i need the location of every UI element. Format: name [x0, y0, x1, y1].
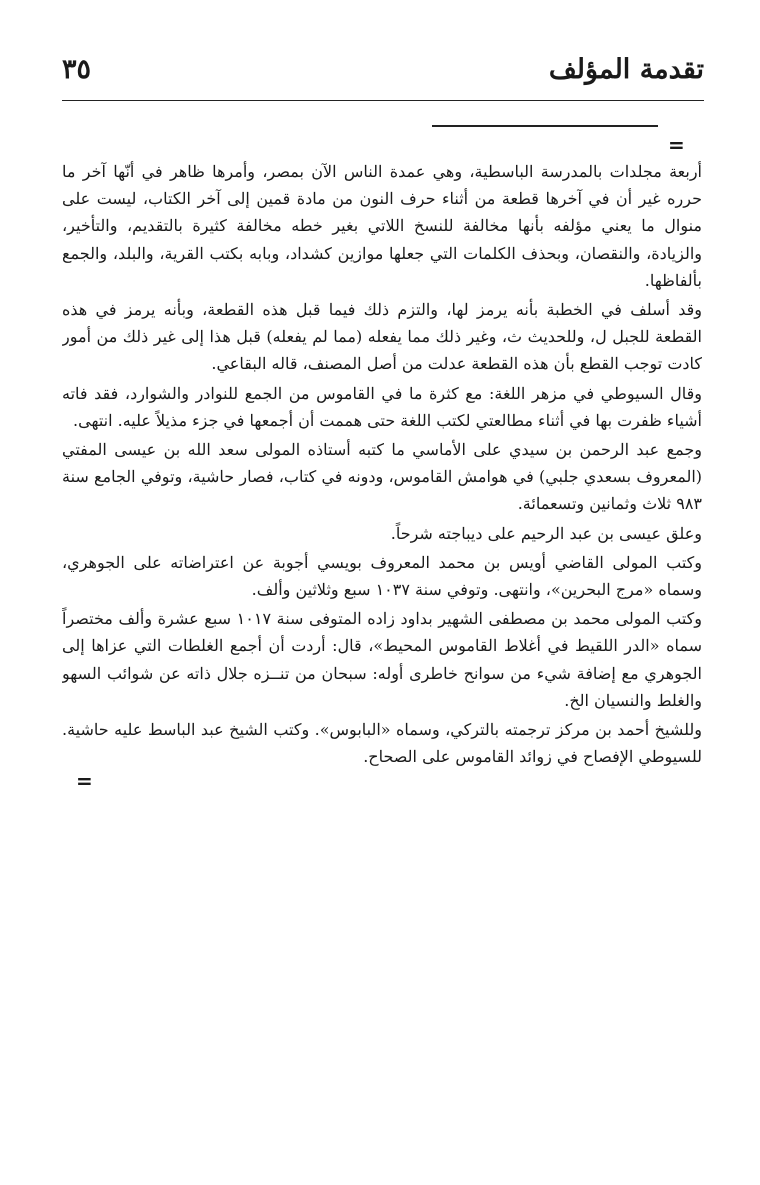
page-number: ٣٥	[62, 54, 92, 85]
header-rule	[62, 100, 704, 101]
running-title: تقدمة المؤلف	[548, 54, 704, 85]
page-header	[62, 52, 704, 100]
continuation-marker-top: =	[668, 133, 685, 157]
paragraph: وجمع عبد الرحمن بن سيدي على الأماسي ما كتبه أستاذه المولى سعد الله بن عيسى المفتي (المعروف بسعدي جلبي) في هوامش القاموس، ودونه في كتاب، فصار حاشية، وتوفي الجامع سنة ٩٨٣ ثلاث وثمانين وتسعمائة.	[62, 440, 702, 514]
paragraph: وعلق عيسى بن عبد الرحيم على ديباجته شرحاً.	[390, 523, 702, 543]
paragraph: أربعة مجلدات بالمدرسة الباسطية، وهي عمدة الناس الآن بمصر، وأمرها ظاهر في أنّها آخر ما حرره غير أن في آخرها قطعة من أثناء حرف النون من مادة قمين إلى آخر الكتاب، ليست على منوال ما يعني مؤلفه بأنها مخالفة للنسخ اللاتي بغير خطه مخالفة كثيرة بالتقديم، والتأخير، والزيادة، والنقصان، وبحذف الكلمات التي جعلها موازين كشداد، وبابه بكتب القرية، والبلد، والجمع بألفاظها.	[62, 162, 702, 290]
section-rule	[432, 125, 658, 127]
body-text	[62, 158, 702, 768]
paragraph: وكتب المولى محمد بن مصطفى الشهير بداود زاده المتوفى سنة ١٠١٧ سبع عشرة وألف مختصراً سماه «الدر اللقيط في أغلاط القاموس المحيط»، قال: أردت أن أجمع الغلطات التي عزاها إلى الجوهري مع إضافة شيء من سوانح خاطرى أوله: سبحان من تنــزه جلال ذاته عن شوائب السهو والغلط والنسيان الخ.	[62, 609, 702, 710]
continuation-marker-bottom: =	[76, 769, 93, 793]
paragraph: وللشيخ أحمد بن مركز ترجمته بالتركي، وسماه «البابوس». وكتب الشيخ عبد الباسط عليه حاشية. للسيوطي الإفصاح في زوائد القاموس على الصحاح.	[62, 720, 702, 767]
paragraph: وكتب المولى القاضي أويس بن محمد المعروف بويسي أجوبة عن اعتراضاته على الجوهري، وسماه «مرج البحرين»، وانتهى. وتوفي سنة ١٠٣٧ سبع وثلاثين وألف.	[62, 552, 702, 600]
paragraph: وقال السيوطي في مزهر اللغة: مع كثرة ما في القاموس من الجمع للنوادر والشوارد، فقد فاته أشياء ظفرت بها في أثناء مطالعتي لكتب اللغة حتى هممت أن أجمعها في جزء مذيلاً عليه. انتهى.	[62, 383, 702, 430]
paragraph: وقد أسلف في الخطبة بأنه يرمز لها، والتزم ذلك فيما قبل هذه القطعة، وبأنه يرمز في هذه القطعة للجبل ل، وللحديث ث، وغير ذلك مما يفعله (مما لم يفعله) قبل هذا إلى غير ذلك من أمور كادت توجب القطع بأن هذه القطعة عدلت من أصل المصنف، قاله البقاعي.	[62, 300, 702, 374]
